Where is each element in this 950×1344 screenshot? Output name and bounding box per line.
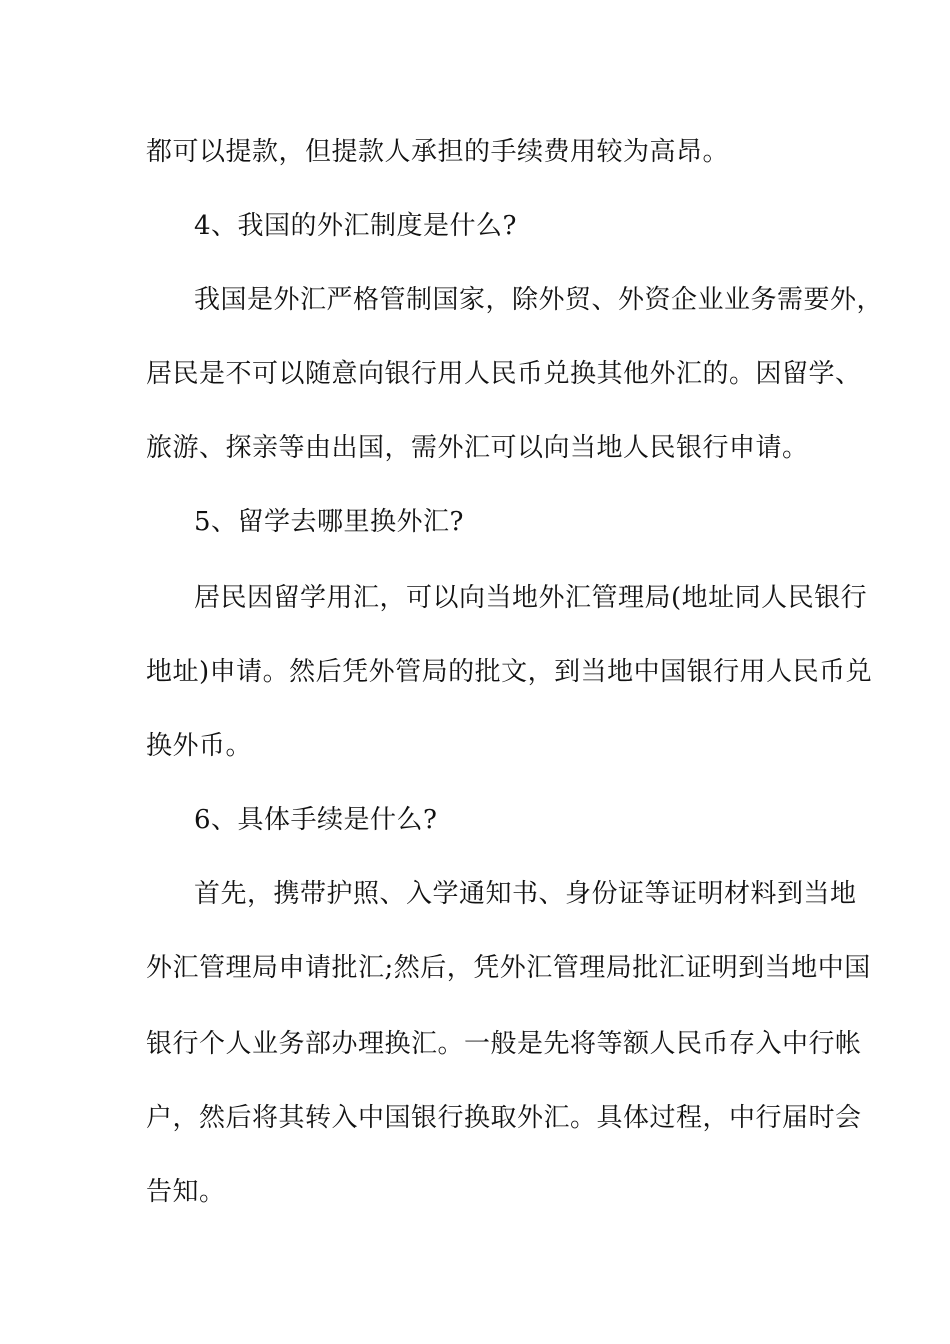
body-line: 居民因留学用汇，可以向当地外汇管理局(地址同人民银行 (194, 583, 868, 613)
body-line: 首先，携带护照、入学通知书、身份证等证明材料到当地 (194, 879, 857, 909)
body-line: 换外币。 (146, 731, 253, 761)
body-line: 外汇管理局申请批汇;然后，凭外汇管理局批汇证明到当地中国 (146, 953, 871, 983)
body-line: 地址)申请。然后凭外管局的批文，到当地中国银行用人民币兑 (146, 657, 873, 687)
body-line: 居民是不可以随意向银行用人民币兑换其他外汇的。因留学、 (146, 359, 862, 389)
body-line: 都可以提款，但提款人承担的手续费用较为高昂。 (146, 137, 730, 167)
question-heading: 5、留学去哪里换外汇? (194, 507, 464, 537)
question-heading: 4、我国的外汇制度是什么? (194, 211, 517, 241)
body-line: 银行个人业务部办理换汇。一般是先将等额人民币存入中行帐 (146, 1029, 862, 1059)
body-line: 旅游、探亲等由出国，需外汇可以向当地人民银行申请。 (146, 433, 809, 463)
body-line: 告知。 (146, 1177, 226, 1207)
body-line: 户，然后将其转入中国银行换取外汇。具体过程，中行届时会 (146, 1103, 862, 1133)
question-heading: 6、具体手续是什么? (194, 805, 438, 835)
body-line: 我国是外汇严格管制国家，除外贸、外资企业业务需要外， (194, 285, 884, 315)
